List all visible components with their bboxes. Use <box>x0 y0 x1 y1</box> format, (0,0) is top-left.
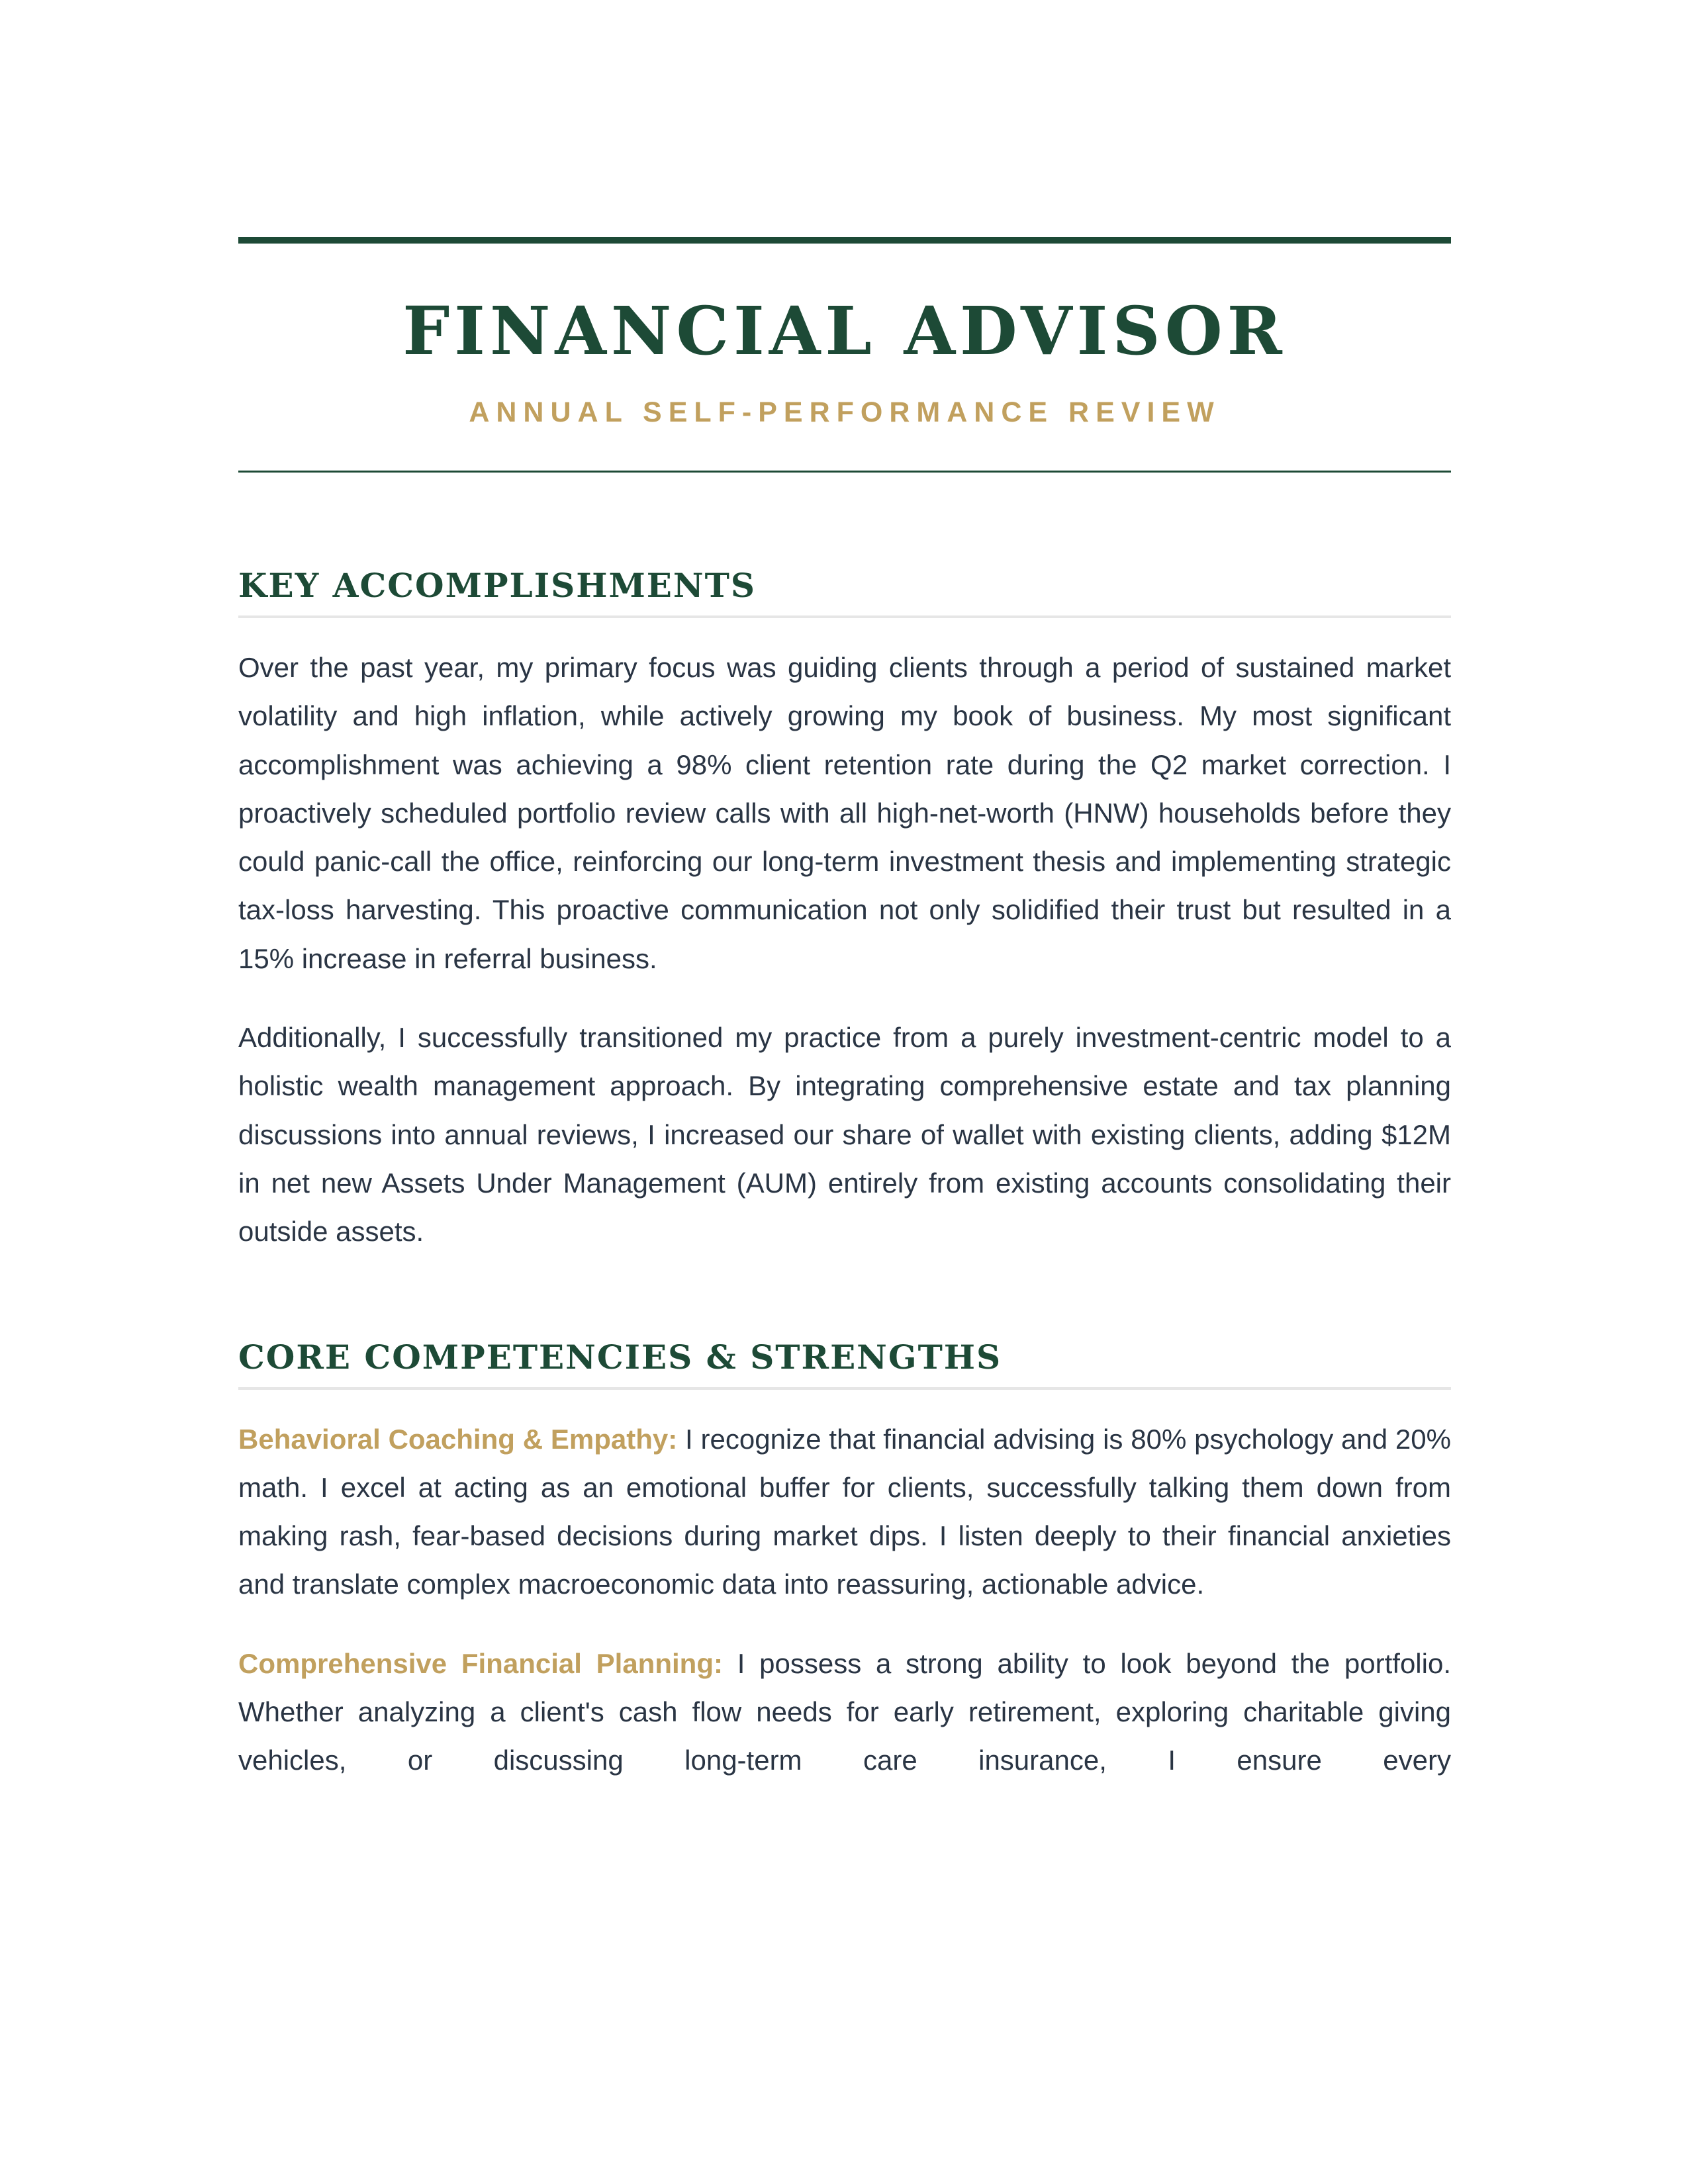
document-subtitle: ANNUAL SELF-PERFORMANCE REVIEW <box>469 396 1221 428</box>
competency-label-financial-planning: Comprehensive Financial Planning: <box>238 1647 723 1679</box>
competency-paragraph-financial-planning <box>238 1639 1451 1785</box>
competency-text-behavioral-coaching: I recognize that financial advising is 80% psychology and 20% math. I excel at acting as an emotional buffer for clients, successfully talking them down from making rash, fear-based decisions during market dips. I listen deeply to their financial anxieties and translate complex macroeconomic data into reassuring, actionable advice. <box>238 1423 1451 1600</box>
header-top-rule <box>238 237 1451 244</box>
competency-paragraph-behavioral-coaching <box>238 1415 1451 1609</box>
section-heading-core-competencies: CORE COMPETENCIES & STRENGTHS <box>238 1341 1451 1390</box>
accomplishments-paragraph-2: Additionally, I successfully transitioned my practice from a purely investment-centric model to a holistic wealth management approach. By integrating comprehensive estate and tax planning discussions into annual reviews, I increased our share of wallet with existing clients, adding $12M in net new Assets Under Management (AUM) entirely from existing accounts consolidating their outside assets. <box>238 1022 1451 1248</box>
competency-text-financial-planning: I possess a strong ability to look beyond the portfolio. Whether analyzing a client's cash flow needs for early retirement, exploring charitable giving vehicles, or discussing long-term care insurance, I ensure every <box>238 1647 1451 1776</box>
document-title: FINANCIAL ADVISOR <box>402 292 1287 370</box>
review-page <box>238 237 1451 1785</box>
header-bottom-rule <box>238 471 1451 473</box>
accomplishments-paragraph-1: Over the past year, my primary focus was guiding clients through a period of sustained market volatility and high inflation, while actively growing my book of business. My most significant accomplishment was achieving a 98% client retention rate during the Q2 market correction. I proactively scheduled portfolio review calls with all high-net-worth (HNW) households before they could panic-call the office, reinforcing our long-term investment thesis and implementing strategic tax-loss harvesting. This proactive communication not only solidified their trust but resulted in a 15% increase in referral business. <box>238 652 1451 974</box>
section-heading-key-accomplishments: KEY ACCOMPLISHMENTS <box>238 569 1451 618</box>
competency-label-behavioral-coaching: Behavioral Coaching & Empathy: <box>238 1423 678 1455</box>
